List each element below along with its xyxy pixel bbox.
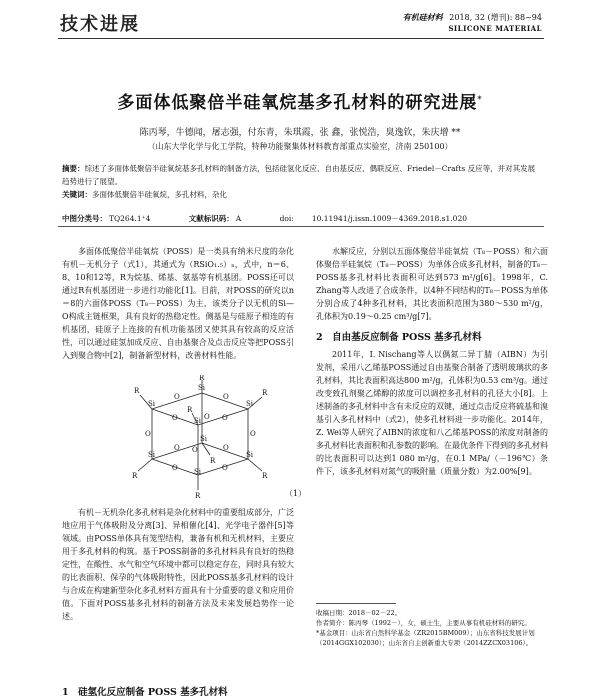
si-atom: Si [198, 384, 206, 392]
si-atom: Si [200, 435, 208, 443]
o-atom: O [172, 414, 178, 422]
paper-title-text: 多面体低聚倍半硅氧烷基多孔材料的研究进展 [117, 93, 478, 113]
si-atom: Si [246, 400, 254, 408]
r-group: R [262, 389, 268, 397]
right-column [316, 245, 548, 478]
section-2-heading: 2 自由基反应制备 POSS 基多孔材料 [316, 332, 482, 343]
abstract-text: 综述了多面体低聚倍半硅氧烷基多孔材料的制备方法，包括硅氢化反应、自由基反应、偶联反应、Friedel－Crafts 反应等，并对其发展趋势进行了展望。 [62, 164, 536, 186]
r-group: R [199, 375, 205, 382]
o-atom: O [145, 430, 151, 438]
o-atom: O [192, 446, 198, 454]
clc-label: 中图分类号： [62, 214, 107, 223]
keywords-text: 多面体低聚倍半硅氧烷，多孔材料，杂化 [92, 190, 227, 199]
body-paragraph: 2011年，I. Nischang等人以偶氮二异丁腈（AIBN）为引发剂，采用八乙烯基POSS通过自由基聚合制备了透明玻璃状的多孔材料，其比表面积高达800 m²/g，孔体积为0.53 cm³/g。通过改变致孔剂聚乙烯醇的浓度可以调控多孔材料的孔径大小[8]。上述制备的多孔材料中含有未反应的双键，通过点击反应将硫基和溴基引入多孔材料中（式2），使多孔材料进一步功能化。2014年，Z. Wei等人研究了AIBN的浓度和八乙烯基POSS的浓度对制备的多孔材料比表面积和孔参数的影响。在最优条件下得到的多孔材料的比表面积可以达到1 080 m²/g，在0.1 MPa/（－196℃）条件下，该多孔材料对氮气的吸附量（质量分数）为2.00%[9]。 [316, 350, 548, 476]
footnote-author: 作者简介：陈丙琴（1992－），女，硕士生，主要从事有机硅材料的研究。 [316, 619, 531, 627]
footnote [316, 608, 548, 648]
footnote-received: 收稿日期：2018－02－22。 [316, 609, 402, 617]
footnote-rule [316, 603, 396, 604]
si-atom: Si [194, 417, 202, 425]
abstract-rule [58, 226, 544, 227]
body-paragraph: 水解反应，分别以五面体聚倍半硅氧烷（T₈－POSS）和六面体聚倍半硅氧烷（T₈－POSS）为单体合成多孔材料，制备的T₈－POSS基多孔材料比表面积可达到573 m²/g[6]。1998年，C. Zhang等人改进了合成条件，以4种不同结构的T₈－POSS为单体分别合成了4种多孔材料，其比表面积范围为380～530 m²/g，孔体积为0.19～0.25 cm³/g[7]。 [316, 247, 548, 321]
body-paragraph: 有机－无机杂化多孔材料是杂化材料中的重要组成部分，广泛地应用于气体吸附及分离[3]、异相催化[4]、光学电子器件[5]等领域。由POSS单体具有笼型结构，兼备有机和无机材料，主要应用于多孔材料的构筑。基于POSS制备的多孔材料具有良好的热稳定性，在酸性、水气和空气环境中都可以稳定存在，同时具有较大的比表面积、保孕的气体吸附特性，因此POSS基多孔材料的设计与合成在构建新型杂化多孔材料方面具有十分重要的意义和应用价值。下面对POSS基多孔材料的制备方法及未来发展趋势作一论述。 [62, 508, 294, 621]
doc-code-label: 文献标识码： [188, 214, 234, 223]
r-group: R [210, 457, 216, 465]
abstract-block [62, 162, 540, 201]
o-atom: O [223, 444, 229, 452]
header-rule [58, 38, 544, 39]
o-atom: O [223, 393, 229, 401]
o-atom: O [172, 464, 178, 472]
footnote-funding: *基金项目：山东省自然科学基金（ZR2015BM009）；山东省科技发展计划（2014GGX102030）；山东省自主创新重大专项（2014ZZCX03106）。 [316, 629, 535, 647]
r-group: R [134, 387, 140, 395]
o-atom: O [222, 414, 228, 422]
si-atom: Si [194, 468, 202, 476]
title-footnote-mark: * [477, 93, 483, 104]
o-atom: O [174, 393, 180, 401]
doc-code-value: A [235, 214, 242, 223]
equation-number: （1） [285, 489, 307, 498]
r-group: R [195, 492, 201, 499]
si-atom: Si [246, 451, 254, 459]
o-atom: O [204, 413, 210, 421]
classification-line [62, 213, 540, 224]
journal-citation: 2018, 32 (增刊): 88~94 [449, 13, 542, 22]
section-1-heading: 1 硅氢化反应制备 POSS 基多孔材料 [62, 687, 228, 698]
paper-title [0, 88, 600, 113]
author-list: 陈丙琴，牛德闻，屠志强，付东青，朱琪霞，张 鑫，张悦浩，臭逸钦，朱庆增 ** [139, 128, 461, 138]
left-column-body [62, 506, 294, 623]
r-group: R [262, 472, 268, 480]
journal-header [403, 12, 542, 34]
r-group: R [187, 406, 193, 414]
abstract [62, 162, 540, 188]
o-atom: O [250, 430, 256, 438]
clc-value: TQ264.1⁺4 [109, 214, 151, 223]
intro-paragraph: 多面体低聚倍半硅氧烷（POSS）是一类具有纳米尺度的杂化有机－无机分子（式1），其通式为（RSiO₁.₅）ₙ，式中，n＝6、8、10和12等，R为烷基、烯基、氨基等有机基团。POSS还可以通过R有机基团进一步进行功能化[1]。目前，对POSS的研究以n＝8的六面体POSS（T₈－POSS）为主，该类分子以无机的Si—O构成主链框架，具有良好的热稳定性。侧基是与硅原子相连的有机基团，硅原子上连接的有机功能基团又使其具有较高的反应活性，可以通过硅氢加成反应、自由基聚合及点击反应等把POSS引入到聚合物中[2]，制备新型材料，改善材料性能。 [62, 247, 294, 360]
keywords [62, 188, 540, 201]
abstract-label: 摘要： [62, 164, 85, 173]
keywords-label: 关键词： [62, 190, 92, 199]
journal-name: 有机硅材料 [402, 12, 443, 22]
left-column-intro [62, 245, 294, 362]
journal-name-en: SILICONE MATERIAL [448, 24, 542, 33]
affiliation: （山东大学化学与化工学院，特种功能聚集体材料教育部重点实验室，济南 250100） [147, 142, 453, 151]
si-atom: Si [148, 451, 156, 459]
si-atom: Si [148, 400, 156, 408]
section-header: 技术进展 [60, 14, 140, 35]
r-group: R [132, 472, 138, 480]
o-atom: O [222, 464, 228, 472]
poss-structure-figure [110, 375, 300, 499]
doi-label: doi: [279, 214, 294, 223]
o-atom: O [174, 444, 180, 452]
doi-value: 10.11941/j.issn.1009－4369.2018.s1.020 [311, 214, 467, 223]
